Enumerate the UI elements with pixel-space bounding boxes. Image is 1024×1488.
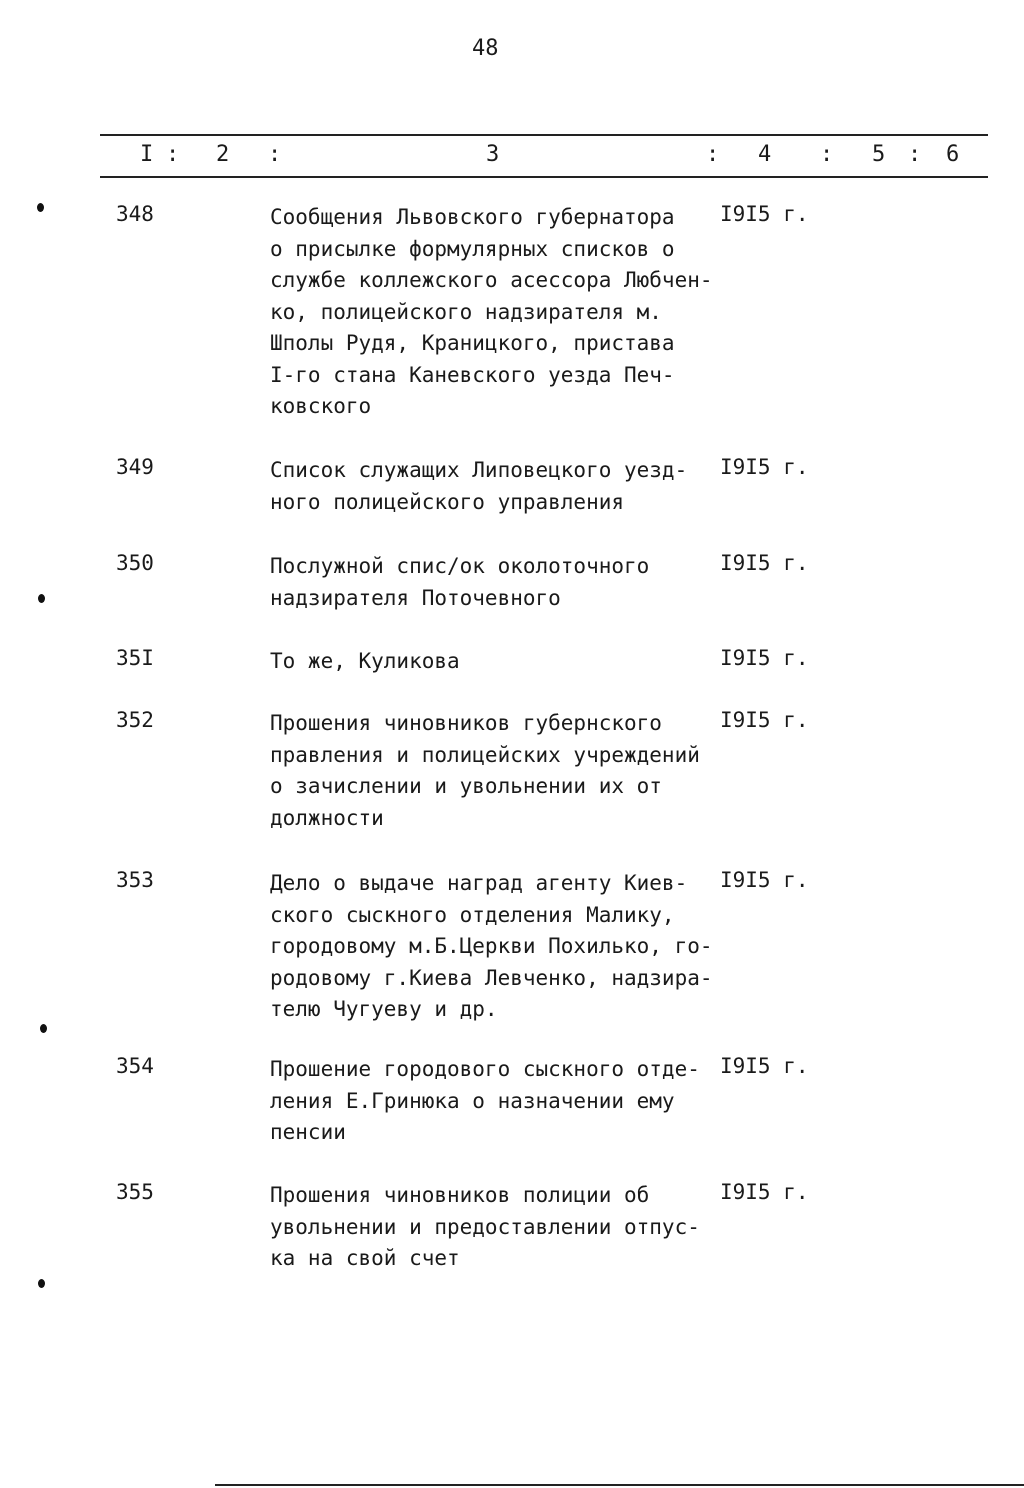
entry-number: 35I [116,646,154,670]
binding-hole-mark [38,1279,45,1288]
column-separator: : [268,142,282,167]
entry-year: I9I5 г. [720,551,809,575]
entry-year: I9I5 г. [720,646,809,670]
footer-rule [215,1484,1024,1486]
entry-number: 349 [116,455,154,479]
entry-title: Прошения чиновников губернского правления и полицейских учреждений о зачислении и увольнении их от должности [270,711,700,830]
column-header-5: 5 [872,142,886,167]
page-number: 48 [472,36,499,61]
entry-year: I9I5 г. [720,708,809,732]
column-separator: : [166,142,180,167]
column-header-2: 2 [216,142,230,167]
entry-number: 353 [116,868,154,892]
column-header-3: 3 [486,142,500,167]
entry-year: I9I5 г. [720,455,809,479]
entry-year: I9I5 г. [720,1180,809,1204]
entry-number: 355 [116,1180,154,1204]
column-header-6: 6 [946,142,960,167]
entry-number: 354 [116,1054,154,1078]
entry-title: Список служащих Липовецкого уезд- ного полицейского управления [270,458,688,514]
binding-hole-mark [37,203,44,212]
entry-year: I9I5 г. [720,1054,809,1078]
entry-title: Прошение городового сыскного отде- ления Е.Гринюка о назначении ему пенсии [270,1057,700,1144]
column-separator: : [820,142,834,167]
column-separator: : [706,142,720,167]
entry-title: Дело о выдаче наград агенту Киев- ского сыскного отделения Малику, городовому м.Б.Церкви Похилько, го- родовому г.Киева Левченко, надзира- телю Чугуеву и др. [270,871,713,1021]
entry-number: 352 [116,708,154,732]
binding-hole-mark [38,594,45,603]
binding-hole-mark [40,1024,47,1033]
entry-number: 350 [116,551,154,575]
header-rule-bottom [100,176,988,178]
column-separator: : [908,142,922,167]
entry-title: Прошения чиновников полиции об увольнении и предоставлении отпус- ка на свой счет [270,1183,700,1270]
entry-title: То же, Куликова [270,649,460,673]
column-header-4: 4 [758,142,772,167]
entry-title: Сообщения Львовского губернатора о присылке формулярных списков о службе коллежского асессора Любчен- ко, полицейского надзирателя м. Шполы Рудя, Краницкого, пристава I-го стана Каневского уезда Печ- ковского [270,205,713,418]
column-header-1: I [140,142,154,167]
header-rule-top [100,134,988,136]
entry-year: I9I5 г. [720,202,809,226]
entry-number: 348 [116,202,154,226]
entry-title: Послужной спис/ок околоточного надзирателя Поточевного [270,554,650,610]
entry-year: I9I5 г. [720,868,809,892]
